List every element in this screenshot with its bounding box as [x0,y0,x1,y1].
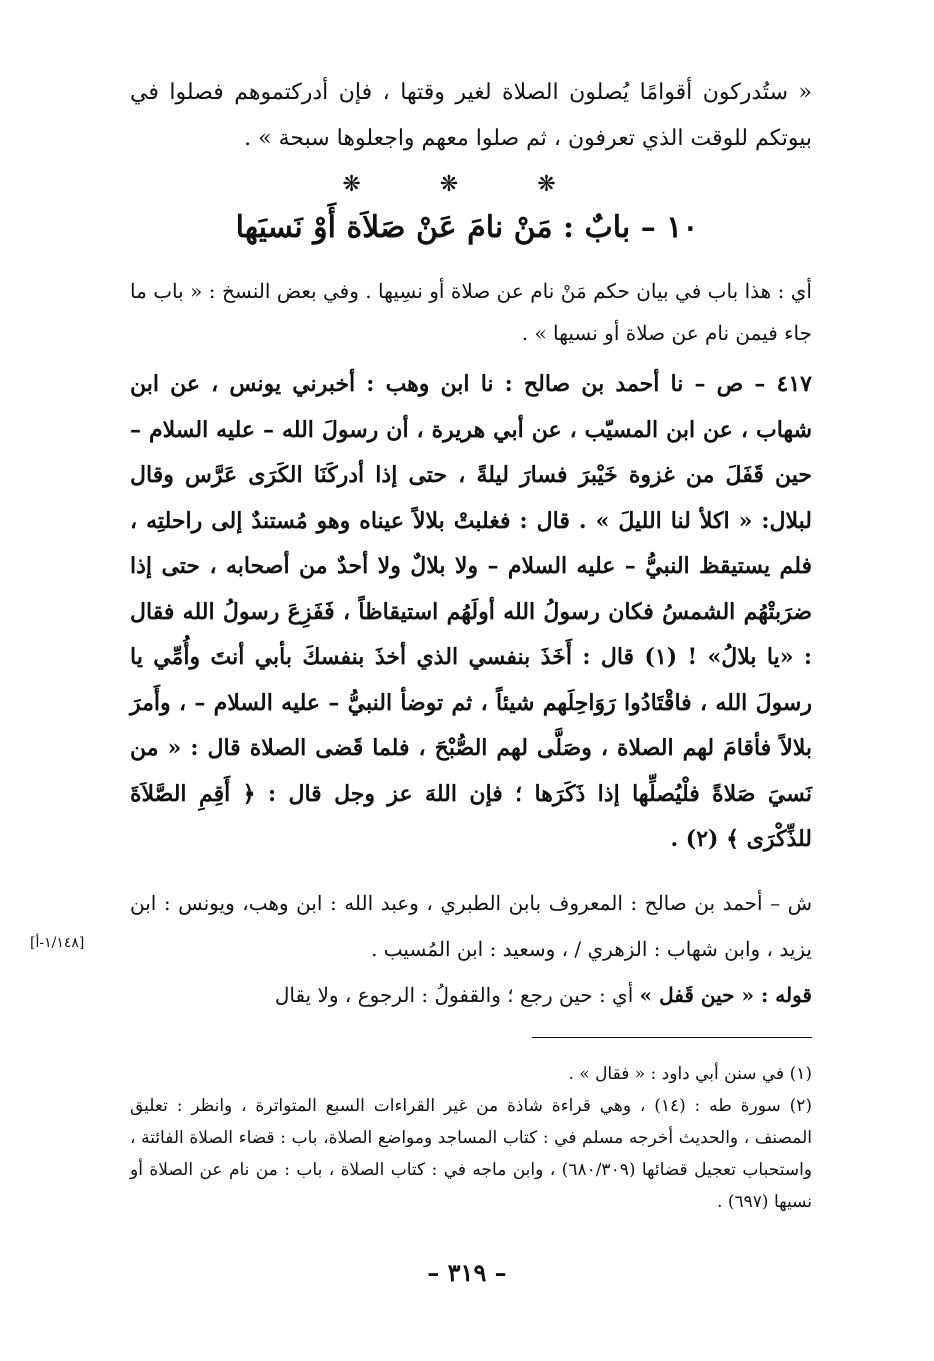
commentary-paragraph: ش – أحمد بن صالح : المعروف بابن الطبري ، وعبد الله : ابن وهب، ويونس : ابن يزيد ، وابن شهاب : الزهري / ، وسعيد : ابن المُسيب . [130,891,812,961]
commentary-qawluh-line [130,972,812,1018]
commentary-section [130,880,812,1018]
chapter-explanation: أي : هذا باب في بيان حكم مَنْ نام عن صلاة أو نسِيها . وفي بعض النسخ : « باب ما جاء فيمن نام عن صلاة أو نسيها » . [130,279,812,345]
chapter-heading: ١٠ – بابٌ : مَنْ نامَ عَنْ صَلاَة أَوْ نَسيَها [235,210,699,245]
page-number: – ٣١٩ – [427,1258,507,1287]
footnote-2: (٢) سورة طه : (١٤) ، وهي قراءة شاذة من غير القراءات السبع المتواترة ، وانظر : تعليق المصنف ، والحديث أخرجه مسلم في : كتاب المساجد ومواضع الصلاة، باب : قضاء الصلاة الفائتة ، واستحباب تعجيل قضائها (٦٨٠/٣٠٩) ، وابن ماجه في : كتاب الصلاة ، باب : من نام عن الصلاة أو نسيها (٦٩٧) . [130,1096,813,1212]
footnotes [130,1058,812,1218]
intro-paragraph: « ستُدركون أقوامًا يُصلون الصلاة لغير وقتها ، فإن أدركتموهم فصلوا في بيوتكم للوقت الذي تعرفون ، ثم صلوا معهم واجعلوها سبحة » . [130,80,812,151]
section-divider-stars: ❋ ❋ ❋ [342,172,592,197]
commentary-keyword: قوله : « حين قَفل » [639,983,812,1007]
margin-manuscript-reference: [١/١٤٨-أ] [30,935,85,951]
footnote-separator [532,1037,812,1038]
footnote-1: (١) في سنن أبي داود : « فقال » . [568,1064,812,1084]
hadith-paragraph: ٤١٧ – ص – نا أحمد بن صالح : نا ابن وهب : أخبرني يونس ، عن ابن شهاب ، عن ابن المسيّب ، عن أبي هريرة ، أن رسولَ الله – عليه السلام – حين قَفَلَ من غزوة خَيْبرَ فسارَ ليلةً ، حتى إذا أدركَنَا الكَرَى عَرَّس وقال لبلال: « اكلأ لنا الليلَ » . قال : فغلبتْ بلالاً عيناه وهو مُستندٌ إلى راحلتِه ، فلم يستيقظ النبيُّ – عليه السلام – ولا بلالٌ ولا أحدٌ من أصحابه ، حتى إذا ضرَبتْهُم الشمسُ فكان رسولُ الله أولَهُم استيقاظاً ، فَفَزِعَ رسولُ الله فقال : «يا بلالُ» ! (١) قال : أَخَذَ بنفسي الذي أخذَ بنفسكَ بأبي أنتَ وأُمِّي يا رسولَ الله ، فاقْتَادُوا رَوَاحِلَهم شيئاً ، ثم توضأ النبيُّ – عليه السلام – ، وأَمرَ بلالاً فأقامَ لهم الصلاة ، وصَلَّى لهم الصُّبْحَ ، فلما قَضى الصلاة قال : « من نَسيَ صَلاةً فلْيُصلِّها إذا ذَكَرَها ؛ فإن اللهَ عز وجل قال : ﴿ أَقِمِ الصَّلاَةَ للذِّكْرَى ﴾ (٢) . [130,371,812,852]
commentary-qawluh-text: أي : حين رجع ؛ والقفولُ : الرجوع ، ولا يقال [274,983,640,1007]
